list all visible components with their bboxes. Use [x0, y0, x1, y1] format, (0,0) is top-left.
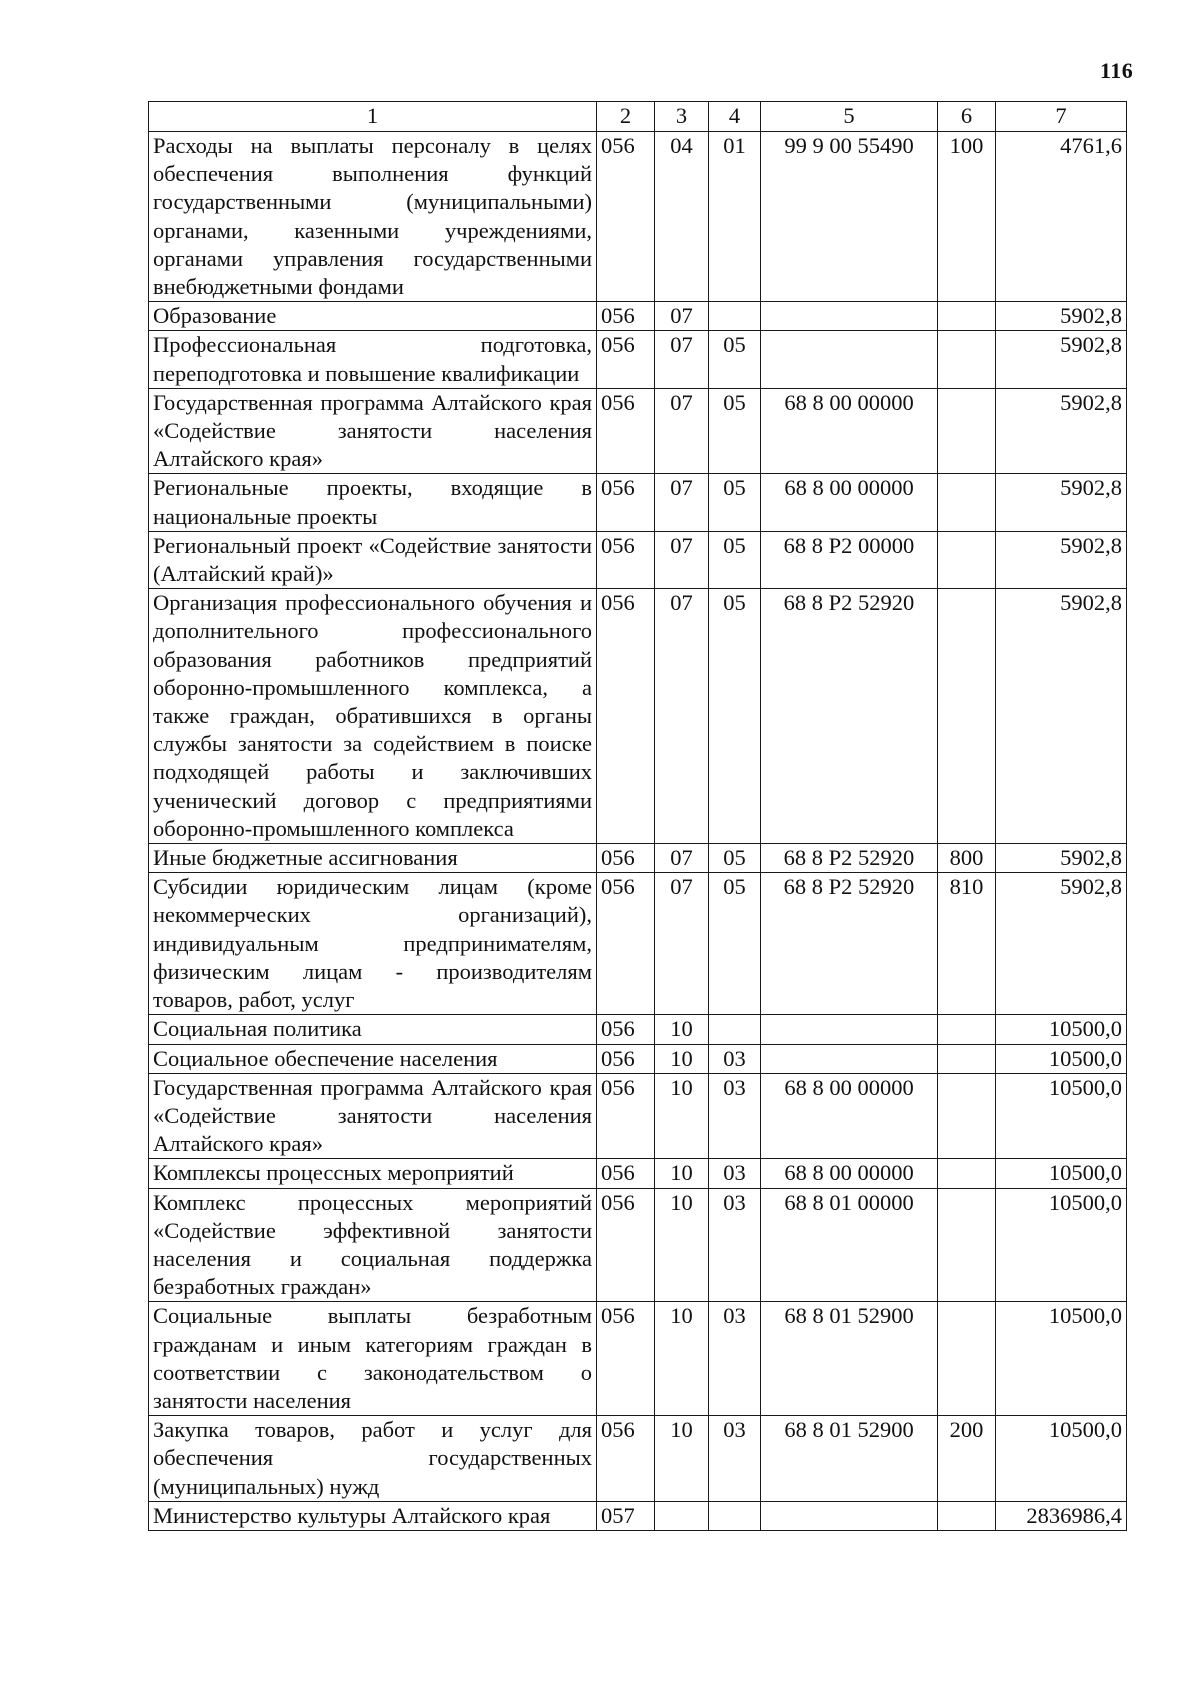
subsection-code-cell: 03 — [709, 1302, 761, 1416]
target-article-cell: 68 8 00 00000 — [761, 1073, 938, 1159]
amount-cell: 5902,8 — [996, 531, 1127, 588]
target-article-cell: 68 8 Р2 52920 — [761, 873, 938, 1015]
subsection-code-cell: 03 — [709, 1188, 761, 1302]
page-number: 116 — [1100, 58, 1134, 83]
table-body — [149, 132, 1127, 1531]
section-code-cell — [655, 1501, 709, 1530]
ministry-code-cell: 056 — [597, 132, 655, 302]
section-code-cell: 07 — [655, 589, 709, 844]
ministry-code-cell: 056 — [597, 474, 655, 531]
expense-type-cell: 810 — [938, 873, 996, 1015]
table-row — [149, 302, 1127, 331]
row-name-cell: Комплексы процессных мероприятий — [149, 1159, 597, 1188]
section-code-cell: 07 — [655, 302, 709, 331]
target-article-cell: 68 8 00 00000 — [761, 1159, 938, 1188]
target-article-cell: 68 8 01 00000 — [761, 1188, 938, 1302]
row-name-cell: Расходы на выплаты персоналу в целях обеспечения выполнения функций государственными (муниципальными) органами, казенными учреждениями, органами управления государственными внебюджетными фондами — [149, 132, 597, 302]
section-code-cell: 10 — [655, 1302, 709, 1416]
amount-cell: 5902,8 — [996, 844, 1127, 873]
amount-cell: 2836986,4 — [996, 1501, 1127, 1530]
target-article-cell — [761, 1501, 938, 1530]
target-article-cell — [761, 1015, 938, 1044]
subsection-code-cell — [709, 1501, 761, 1530]
row-name-cell: Профессиональная подготовка, переподготовка и повышение квалификации — [149, 331, 597, 388]
target-article-cell: 68 8 Р2 52920 — [761, 844, 938, 873]
row-name-cell: Региональный проект «Содействие занятости (Алтайский край)» — [149, 531, 597, 588]
subsection-code-cell: 05 — [709, 873, 761, 1015]
ministry-code-cell: 056 — [597, 388, 655, 474]
expense-type-cell — [938, 1302, 996, 1416]
table-row — [149, 531, 1127, 588]
ministry-code-cell: 056 — [597, 1416, 655, 1502]
ministry-code-cell: 056 — [597, 302, 655, 331]
amount-cell: 5902,8 — [996, 873, 1127, 1015]
column-header-7: 7 — [996, 102, 1127, 132]
column-header-6: 6 — [938, 102, 996, 132]
section-code-cell: 10 — [655, 1159, 709, 1188]
section-code-cell: 07 — [655, 388, 709, 474]
column-header-5: 5 — [761, 102, 938, 132]
ministry-code-cell: 056 — [597, 1073, 655, 1159]
amount-cell: 10500,0 — [996, 1015, 1127, 1044]
expense-type-cell — [938, 531, 996, 588]
table-row — [149, 589, 1127, 844]
row-name-cell: Социальная политика — [149, 1015, 597, 1044]
target-article-cell: 68 8 01 52900 — [761, 1302, 938, 1416]
row-name-cell: Комплекс процессных мероприятий «Содействие эффективной занятости населения и социальная поддержка безработных граждан» — [149, 1188, 597, 1302]
amount-cell: 10500,0 — [996, 1073, 1127, 1159]
amount-cell: 10500,0 — [996, 1188, 1127, 1302]
section-code-cell: 10 — [655, 1044, 709, 1073]
expense-type-cell — [938, 1188, 996, 1302]
row-name-cell: Закупка товаров, работ и услуг для обеспечения государственных (муниципальных) нужд — [149, 1416, 597, 1502]
column-header-1: 1 — [149, 102, 597, 132]
table-row — [149, 388, 1127, 474]
section-code-cell: 10 — [655, 1188, 709, 1302]
amount-cell: 10500,0 — [996, 1044, 1127, 1073]
expense-type-cell — [938, 1073, 996, 1159]
header-row — [149, 102, 1127, 132]
budget-table — [148, 101, 1127, 1531]
section-code-cell: 07 — [655, 873, 709, 1015]
table-row — [149, 1416, 1127, 1502]
row-name-cell: Региональные проекты, входящие в национальные проекты — [149, 474, 597, 531]
table-row — [149, 1159, 1127, 1188]
subsection-code-cell: 03 — [709, 1159, 761, 1188]
row-name-cell: Социальные выплаты безработным гражданам и иным категориям граждан в соответствии с законодательством о занятости населения — [149, 1302, 597, 1416]
amount-cell: 5902,8 — [996, 474, 1127, 531]
expense-type-cell — [938, 1044, 996, 1073]
row-name-cell: Социальное обеспечение населения — [149, 1044, 597, 1073]
target-article-cell — [761, 302, 938, 331]
table-row — [149, 331, 1127, 388]
amount-cell: 4761,6 — [996, 132, 1127, 302]
ministry-code-cell: 056 — [597, 1302, 655, 1416]
row-name-cell: Государственная программа Алтайского края «Содействие занятости населения Алтайского края» — [149, 388, 597, 474]
table-header — [149, 102, 1127, 132]
subsection-code-cell: 03 — [709, 1044, 761, 1073]
ministry-code-cell: 056 — [597, 1015, 655, 1044]
subsection-code-cell — [709, 302, 761, 331]
ministry-code-cell: 056 — [597, 589, 655, 844]
ministry-code-cell: 056 — [597, 873, 655, 1015]
row-name-cell: Иные бюджетные ассигнования — [149, 844, 597, 873]
target-article-cell: 68 8 01 52900 — [761, 1416, 938, 1502]
section-code-cell: 07 — [655, 474, 709, 531]
section-code-cell: 04 — [655, 132, 709, 302]
table-row — [149, 1302, 1127, 1416]
section-code-cell: 07 — [655, 331, 709, 388]
expense-type-cell: 200 — [938, 1416, 996, 1502]
table-row — [149, 873, 1127, 1015]
section-code-cell: 10 — [655, 1073, 709, 1159]
amount-cell: 10500,0 — [996, 1302, 1127, 1416]
row-name-cell: Образование — [149, 302, 597, 331]
table-row — [149, 1501, 1127, 1530]
target-article-cell — [761, 331, 938, 388]
table-row — [149, 1015, 1127, 1044]
subsection-code-cell — [709, 1015, 761, 1044]
subsection-code-cell: 03 — [709, 1416, 761, 1502]
amount-cell: 10500,0 — [996, 1416, 1127, 1502]
section-code-cell: 10 — [655, 1015, 709, 1044]
ministry-code-cell: 056 — [597, 1188, 655, 1302]
ministry-code-cell: 056 — [597, 331, 655, 388]
expense-type-cell — [938, 1159, 996, 1188]
amount-cell: 5902,8 — [996, 302, 1127, 331]
expense-type-cell — [938, 1501, 996, 1530]
subsection-code-cell: 05 — [709, 844, 761, 873]
column-header-4: 4 — [709, 102, 761, 132]
expense-type-cell — [938, 589, 996, 844]
table-row — [149, 1044, 1127, 1073]
subsection-code-cell: 05 — [709, 531, 761, 588]
subsection-code-cell: 03 — [709, 1073, 761, 1159]
target-article-cell: 68 8 00 00000 — [761, 474, 938, 531]
column-header-3: 3 — [655, 102, 709, 132]
table-row — [149, 1188, 1127, 1302]
subsection-code-cell: 01 — [709, 132, 761, 302]
row-name-cell: Организация профессионального обучения и дополнительного профессионального образования работников предприятий оборонно-промышленного комплекса, а также граждан, обратившихся в органы службы занятости за содействием в поиске подходящей работы и заключивших ученический договор с предприятиями оборонно-промышленного комплекса — [149, 589, 597, 844]
expense-type-cell: 100 — [938, 132, 996, 302]
subsection-code-cell: 05 — [709, 388, 761, 474]
expense-type-cell: 800 — [938, 844, 996, 873]
amount-cell: 5902,8 — [996, 589, 1127, 844]
section-code-cell: 07 — [655, 844, 709, 873]
amount-cell: 5902,8 — [996, 388, 1127, 474]
subsection-code-cell: 05 — [709, 474, 761, 531]
row-name-cell: Министерство культуры Алтайского края — [149, 1501, 597, 1530]
target-article-cell: 68 8 Р2 00000 — [761, 531, 938, 588]
expense-type-cell — [938, 474, 996, 531]
target-article-cell: 68 8 Р2 52920 — [761, 589, 938, 844]
section-code-cell: 10 — [655, 1416, 709, 1502]
table-row — [149, 844, 1127, 873]
row-name-cell: Государственная программа Алтайского края «Содействие занятости населения Алтайского края» — [149, 1073, 597, 1159]
section-code-cell: 07 — [655, 531, 709, 588]
ministry-code-cell: 056 — [597, 1159, 655, 1188]
subsection-code-cell: 05 — [709, 589, 761, 844]
expense-type-cell — [938, 331, 996, 388]
target-article-cell: 68 8 00 00000 — [761, 388, 938, 474]
subsection-code-cell: 05 — [709, 331, 761, 388]
ministry-code-cell: 056 — [597, 844, 655, 873]
ministry-code-cell: 057 — [597, 1501, 655, 1530]
amount-cell: 10500,0 — [996, 1159, 1127, 1188]
table-row — [149, 474, 1127, 531]
table-row — [149, 132, 1127, 302]
ministry-code-cell: 056 — [597, 531, 655, 588]
amount-cell: 5902,8 — [996, 331, 1127, 388]
row-name-cell: Субсидии юридическим лицам (кроме некоммерческих организаций), индивидуальным предпринимателям, физическим лицам - производителям товаров, работ, услуг — [149, 873, 597, 1015]
ministry-code-cell: 056 — [597, 1044, 655, 1073]
target-article-cell: 99 9 00 55490 — [761, 132, 938, 302]
target-article-cell — [761, 1044, 938, 1073]
expense-type-cell — [938, 302, 996, 331]
table-row — [149, 1073, 1127, 1159]
column-header-2: 2 — [597, 102, 655, 132]
expense-type-cell — [938, 388, 996, 474]
expense-type-cell — [938, 1015, 996, 1044]
